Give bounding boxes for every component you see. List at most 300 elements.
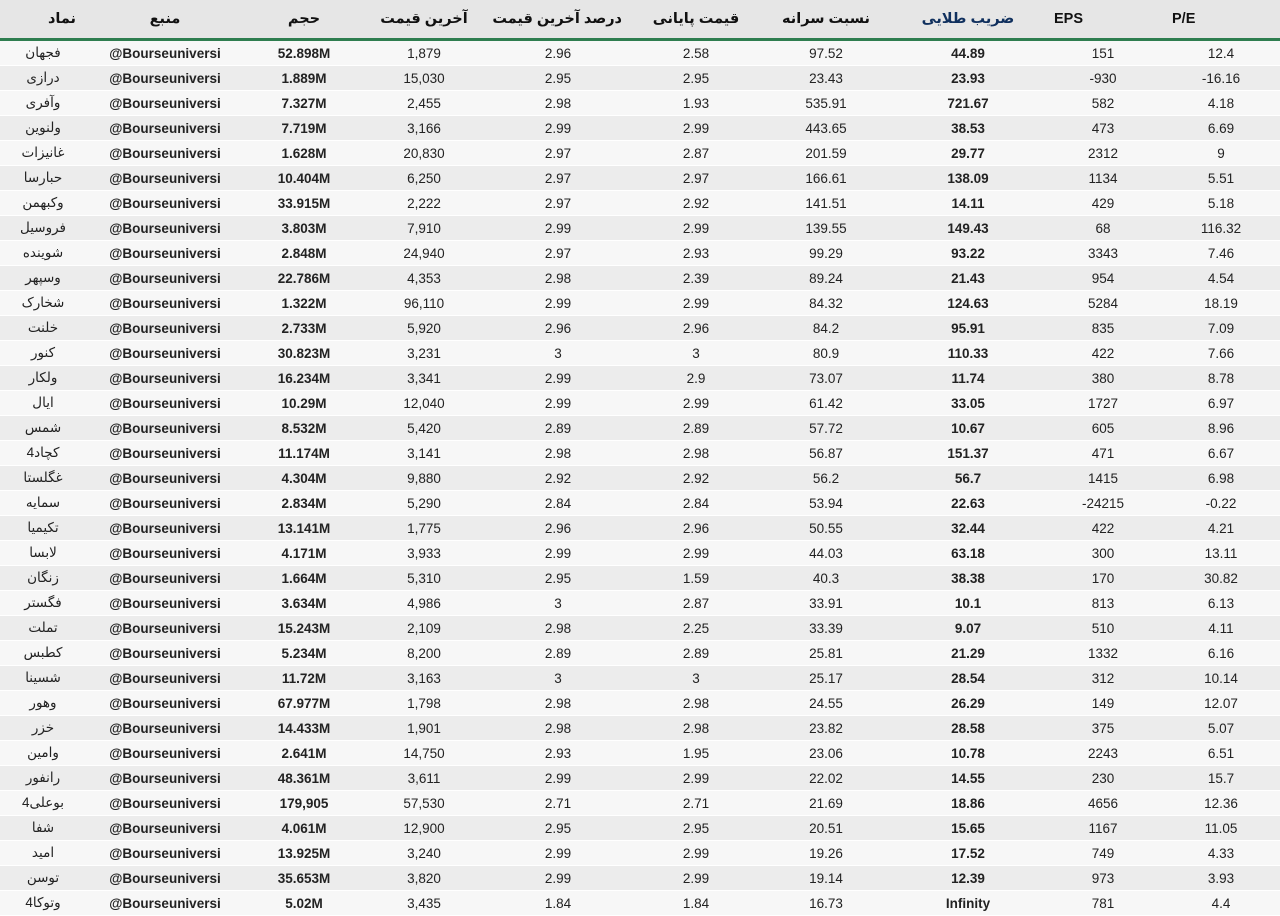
cell-eps: 300 bbox=[1044, 541, 1162, 566]
cell-close-price: 2.99 bbox=[632, 541, 760, 566]
cell-pe: 4.54 bbox=[1162, 266, 1280, 291]
cell-last-price-pct: 2.99 bbox=[484, 291, 632, 316]
cell-source[interactable]: @Bourseuniversi bbox=[86, 40, 244, 66]
cell-symbol: فروسیل bbox=[0, 216, 86, 241]
cell-eps: 781 bbox=[1044, 891, 1162, 916]
table-row[interactable] bbox=[0, 741, 1280, 766]
cell-volume: 4.171M bbox=[244, 541, 364, 566]
cell-volume: 2.641M bbox=[244, 741, 364, 766]
cell-close-price: 2.99 bbox=[632, 841, 760, 866]
cell-last-price-pct: 2.96 bbox=[484, 516, 632, 541]
cell-gold-ratio: 32.44 bbox=[892, 516, 1044, 541]
cell-last-price: 5,420 bbox=[364, 416, 484, 441]
cell-source[interactable]: @Bourseuniversi bbox=[86, 266, 244, 291]
cell-close-price: 2.98 bbox=[632, 441, 760, 466]
cell-volume: 52.898M bbox=[244, 40, 364, 66]
cell-per-capita: 33.91 bbox=[760, 591, 892, 616]
cell-last-price-pct: 2.97 bbox=[484, 166, 632, 191]
cell-last-price: 3,820 bbox=[364, 866, 484, 891]
cell-source[interactable]: @Bourseuniversi bbox=[86, 741, 244, 766]
cell-pe: 7.46 bbox=[1162, 241, 1280, 266]
cell-eps: 422 bbox=[1044, 516, 1162, 541]
cell-last-price: 6,250 bbox=[364, 166, 484, 191]
cell-gold-ratio: 26.29 bbox=[892, 691, 1044, 716]
cell-pe: 12.36 bbox=[1162, 791, 1280, 816]
cell-last-price-pct: 2.89 bbox=[484, 641, 632, 666]
cell-source[interactable]: @Bourseuniversi bbox=[86, 591, 244, 616]
cell-close-price: 2.39 bbox=[632, 266, 760, 291]
cell-last-price-pct: 2.98 bbox=[484, 716, 632, 741]
cell-close-price: 2.25 bbox=[632, 616, 760, 641]
cell-eps: 68 bbox=[1044, 216, 1162, 241]
cell-per-capita: 22.02 bbox=[760, 766, 892, 791]
cell-symbol: بوعلی4 bbox=[0, 791, 86, 816]
cell-eps: 3343 bbox=[1044, 241, 1162, 266]
cell-source[interactable]: @Bourseuniversi bbox=[86, 541, 244, 566]
cell-symbol: خلنت bbox=[0, 316, 86, 341]
table-row[interactable] bbox=[0, 116, 1280, 141]
cell-volume: 4.304M bbox=[244, 466, 364, 491]
cell-per-capita: 19.26 bbox=[760, 841, 892, 866]
cell-close-price: 2.9 bbox=[632, 366, 760, 391]
cell-volume: 67.977M bbox=[244, 691, 364, 716]
cell-symbol: توسن bbox=[0, 866, 86, 891]
cell-last-price-pct: 2.93 bbox=[484, 741, 632, 766]
table-row[interactable] bbox=[0, 591, 1280, 616]
cell-last-price-pct: 2.96 bbox=[484, 40, 632, 66]
cell-per-capita: 56.2 bbox=[760, 466, 892, 491]
cell-source[interactable]: @Bourseuniversi bbox=[86, 716, 244, 741]
table-row[interactable] bbox=[0, 166, 1280, 191]
table-row[interactable] bbox=[0, 491, 1280, 516]
cell-per-capita: 40.3 bbox=[760, 566, 892, 591]
table-row[interactable] bbox=[0, 716, 1280, 741]
cell-close-price: 2.87 bbox=[632, 141, 760, 166]
cell-last-price-pct: 2.97 bbox=[484, 141, 632, 166]
cell-source[interactable]: @Bourseuniversi bbox=[86, 891, 244, 916]
column-header-per-capita[interactable]: نسبت سرانه bbox=[760, 0, 892, 40]
cell-symbol: فگستر bbox=[0, 591, 86, 616]
cell-volume: 179,905 bbox=[244, 791, 364, 816]
column-header-source[interactable]: منبع bbox=[86, 0, 244, 40]
table-row[interactable] bbox=[0, 566, 1280, 591]
cell-gold-ratio: 93.22 bbox=[892, 241, 1044, 266]
cell-close-price: 2.87 bbox=[632, 591, 760, 616]
table-row[interactable] bbox=[0, 416, 1280, 441]
cell-symbol: وامین bbox=[0, 741, 86, 766]
column-header-close-price[interactable]: قیمت پایانی bbox=[632, 0, 760, 40]
cell-source[interactable]: @Bourseuniversi bbox=[86, 316, 244, 341]
cell-source[interactable]: @Bourseuniversi bbox=[86, 341, 244, 366]
cell-pe: 6.97 bbox=[1162, 391, 1280, 416]
cell-volume: 13.925M bbox=[244, 841, 364, 866]
table-row[interactable] bbox=[0, 91, 1280, 116]
table-row[interactable] bbox=[0, 66, 1280, 91]
cell-last-price-pct: 1.84 bbox=[484, 891, 632, 916]
cell-last-price-pct: 2.71 bbox=[484, 791, 632, 816]
cell-pe: 6.13 bbox=[1162, 591, 1280, 616]
cell-gold-ratio: 138.09 bbox=[892, 166, 1044, 191]
cell-symbol: وکبهمن bbox=[0, 191, 86, 216]
cell-close-price: 2.84 bbox=[632, 491, 760, 516]
cell-gold-ratio: 33.05 bbox=[892, 391, 1044, 416]
table-row[interactable] bbox=[0, 191, 1280, 216]
table-row[interactable] bbox=[0, 366, 1280, 391]
cell-eps: 1415 bbox=[1044, 466, 1162, 491]
cell-eps: 510 bbox=[1044, 616, 1162, 641]
cell-last-price-pct: 2.95 bbox=[484, 816, 632, 841]
cell-symbol: شسینا bbox=[0, 666, 86, 691]
table-row[interactable] bbox=[0, 841, 1280, 866]
cell-volume: 30.823M bbox=[244, 341, 364, 366]
cell-symbol: لابسا bbox=[0, 541, 86, 566]
cell-close-price: 2.71 bbox=[632, 791, 760, 816]
cell-pe: 6.67 bbox=[1162, 441, 1280, 466]
cell-gold-ratio: 12.39 bbox=[892, 866, 1044, 891]
cell-volume: 1.322M bbox=[244, 291, 364, 316]
cell-volume: 2.733M bbox=[244, 316, 364, 341]
cell-source[interactable]: @Bourseuniversi bbox=[86, 641, 244, 666]
cell-last-price: 8,200 bbox=[364, 641, 484, 666]
cell-gold-ratio: 38.38 bbox=[892, 566, 1044, 591]
cell-pe: 12.4 bbox=[1162, 40, 1280, 66]
cell-volume: 3.803M bbox=[244, 216, 364, 241]
cell-symbol: درازی bbox=[0, 66, 86, 91]
cell-last-price-pct: 3 bbox=[484, 591, 632, 616]
cell-volume: 1.628M bbox=[244, 141, 364, 166]
cell-source[interactable]: @Bourseuniversi bbox=[86, 866, 244, 891]
cell-pe: 11.05 bbox=[1162, 816, 1280, 841]
cell-pe: 4.4 bbox=[1162, 891, 1280, 916]
cell-symbol: وهور bbox=[0, 691, 86, 716]
cell-per-capita: 33.39 bbox=[760, 616, 892, 641]
cell-pe: 30.82 bbox=[1162, 566, 1280, 591]
cell-source[interactable]: @Bourseuniversi bbox=[86, 191, 244, 216]
cell-volume: 22.786M bbox=[244, 266, 364, 291]
cell-per-capita: 141.51 bbox=[760, 191, 892, 216]
cell-last-price-pct: 2.97 bbox=[484, 241, 632, 266]
table-row[interactable] bbox=[0, 316, 1280, 341]
cell-source[interactable]: @Bourseuniversi bbox=[86, 466, 244, 491]
cell-pe: 6.69 bbox=[1162, 116, 1280, 141]
cell-volume: 2.848M bbox=[244, 241, 364, 266]
cell-symbol: خزر bbox=[0, 716, 86, 741]
cell-volume: 5.234M bbox=[244, 641, 364, 666]
cell-last-price-pct: 2.99 bbox=[484, 841, 632, 866]
cell-pe: 12.07 bbox=[1162, 691, 1280, 716]
cell-last-price: 2,109 bbox=[364, 616, 484, 641]
cell-source[interactable]: @Bourseuniversi bbox=[86, 141, 244, 166]
cell-last-price-pct: 2.99 bbox=[484, 766, 632, 791]
cell-per-capita: 99.29 bbox=[760, 241, 892, 266]
cell-source[interactable]: @Bourseuniversi bbox=[86, 666, 244, 691]
cell-close-price: 3 bbox=[632, 666, 760, 691]
cell-pe: 5.18 bbox=[1162, 191, 1280, 216]
cell-gold-ratio: 110.33 bbox=[892, 341, 1044, 366]
cell-last-price-pct: 2.99 bbox=[484, 541, 632, 566]
cell-last-price: 3,611 bbox=[364, 766, 484, 791]
cell-eps: 429 bbox=[1044, 191, 1162, 216]
cell-last-price: 4,986 bbox=[364, 591, 484, 616]
cell-source[interactable]: @Bourseuniversi bbox=[86, 166, 244, 191]
table-row[interactable] bbox=[0, 266, 1280, 291]
cell-per-capita: 97.52 bbox=[760, 40, 892, 66]
cell-per-capita: 23.82 bbox=[760, 716, 892, 741]
cell-gold-ratio: 10.78 bbox=[892, 741, 1044, 766]
cell-last-price: 12,040 bbox=[364, 391, 484, 416]
table-row[interactable] bbox=[0, 641, 1280, 666]
cell-close-price: 2.89 bbox=[632, 416, 760, 441]
cell-last-price: 24,940 bbox=[364, 241, 484, 266]
cell-gold-ratio: 23.93 bbox=[892, 66, 1044, 91]
cell-pe: 4.18 bbox=[1162, 91, 1280, 116]
cell-symbol: امید bbox=[0, 841, 86, 866]
cell-symbol: کطبس bbox=[0, 641, 86, 666]
cell-source[interactable]: @Bourseuniversi bbox=[86, 841, 244, 866]
cell-source[interactable]: @Bourseuniversi bbox=[86, 391, 244, 416]
cell-pe: 6.16 bbox=[1162, 641, 1280, 666]
cell-close-price: 2.92 bbox=[632, 466, 760, 491]
cell-eps: 149 bbox=[1044, 691, 1162, 716]
cell-symbol: شفا bbox=[0, 816, 86, 841]
cell-per-capita: 201.59 bbox=[760, 141, 892, 166]
cell-source[interactable]: @Bourseuniversi bbox=[86, 216, 244, 241]
table-row[interactable] bbox=[0, 341, 1280, 366]
table-row[interactable] bbox=[0, 791, 1280, 816]
table-row[interactable] bbox=[0, 391, 1280, 416]
cell-gold-ratio: 10.67 bbox=[892, 416, 1044, 441]
cell-volume: 7.327M bbox=[244, 91, 364, 116]
cell-per-capita: 44.03 bbox=[760, 541, 892, 566]
cell-eps: 4656 bbox=[1044, 791, 1162, 816]
cell-last-price: 3,166 bbox=[364, 116, 484, 141]
cell-close-price: 2.99 bbox=[632, 866, 760, 891]
table-row[interactable] bbox=[0, 816, 1280, 841]
cell-source[interactable]: @Bourseuniversi bbox=[86, 616, 244, 641]
cell-pe: 8.78 bbox=[1162, 366, 1280, 391]
cell-per-capita: 21.69 bbox=[760, 791, 892, 816]
column-header-eps[interactable]: EPS bbox=[1044, 0, 1162, 40]
cell-per-capita: 16.73 bbox=[760, 891, 892, 916]
cell-pe: 10.14 bbox=[1162, 666, 1280, 691]
cell-last-price-pct: 2.95 bbox=[484, 566, 632, 591]
cell-last-price-pct: 2.98 bbox=[484, 266, 632, 291]
cell-last-price-pct: 2.99 bbox=[484, 391, 632, 416]
cell-last-price-pct: 2.98 bbox=[484, 91, 632, 116]
cell-source[interactable]: @Bourseuniversi bbox=[86, 91, 244, 116]
cell-last-price: 9,880 bbox=[364, 466, 484, 491]
cell-last-price: 14,750 bbox=[364, 741, 484, 766]
cell-source[interactable]: @Bourseuniversi bbox=[86, 516, 244, 541]
cell-per-capita: 84.2 bbox=[760, 316, 892, 341]
cell-last-price-pct: 2.99 bbox=[484, 366, 632, 391]
cell-eps: 835 bbox=[1044, 316, 1162, 341]
cell-per-capita: 20.51 bbox=[760, 816, 892, 841]
cell-gold-ratio: 15.65 bbox=[892, 816, 1044, 841]
cell-volume: 10.29M bbox=[244, 391, 364, 416]
cell-gold-ratio: 10.1 bbox=[892, 591, 1044, 616]
cell-gold-ratio: 9.07 bbox=[892, 616, 1044, 641]
cell-close-price: 2.93 bbox=[632, 241, 760, 266]
cell-close-price: 2.97 bbox=[632, 166, 760, 191]
cell-volume: 14.433M bbox=[244, 716, 364, 741]
cell-per-capita: 23.06 bbox=[760, 741, 892, 766]
cell-gold-ratio: 28.54 bbox=[892, 666, 1044, 691]
table-row[interactable] bbox=[0, 141, 1280, 166]
cell-source[interactable]: @Bourseuniversi bbox=[86, 241, 244, 266]
cell-close-price: 2.99 bbox=[632, 766, 760, 791]
cell-per-capita: 53.94 bbox=[760, 491, 892, 516]
cell-volume: 4.061M bbox=[244, 816, 364, 841]
cell-source[interactable]: @Bourseuniversi bbox=[86, 441, 244, 466]
cell-volume: 7.719M bbox=[244, 116, 364, 141]
cell-gold-ratio: 14.11 bbox=[892, 191, 1044, 216]
cell-volume: 10.404M bbox=[244, 166, 364, 191]
cell-last-price: 3,435 bbox=[364, 891, 484, 916]
cell-volume: 8.532M bbox=[244, 416, 364, 441]
cell-pe: -0.22 bbox=[1162, 491, 1280, 516]
cell-symbol: وتوکا4 bbox=[0, 891, 86, 916]
cell-per-capita: 23.43 bbox=[760, 66, 892, 91]
cell-eps: 5284 bbox=[1044, 291, 1162, 316]
cell-gold-ratio: 95.91 bbox=[892, 316, 1044, 341]
cell-gold-ratio: 124.63 bbox=[892, 291, 1044, 316]
cell-eps: 151 bbox=[1044, 40, 1162, 66]
table-row[interactable] bbox=[0, 691, 1280, 716]
cell-pe: 6.98 bbox=[1162, 466, 1280, 491]
cell-pe: 18.19 bbox=[1162, 291, 1280, 316]
cell-source[interactable]: @Bourseuniversi bbox=[86, 566, 244, 591]
cell-symbol: زنگان bbox=[0, 566, 86, 591]
cell-per-capita: 139.55 bbox=[760, 216, 892, 241]
cell-last-price-pct: 2.98 bbox=[484, 691, 632, 716]
table-row[interactable] bbox=[0, 666, 1280, 691]
cell-per-capita: 56.87 bbox=[760, 441, 892, 466]
cell-eps: 471 bbox=[1044, 441, 1162, 466]
table-row[interactable] bbox=[0, 891, 1280, 916]
column-header-gold-ratio[interactable]: ضریب طلایی bbox=[892, 0, 1044, 40]
table-row[interactable] bbox=[0, 441, 1280, 466]
cell-eps: 380 bbox=[1044, 366, 1162, 391]
cell-source[interactable]: @Bourseuniversi bbox=[86, 66, 244, 91]
cell-last-price-pct: 2.95 bbox=[484, 66, 632, 91]
cell-source[interactable]: @Bourseuniversi bbox=[86, 416, 244, 441]
cell-source[interactable]: @Bourseuniversi bbox=[86, 816, 244, 841]
cell-last-price: 5,290 bbox=[364, 491, 484, 516]
column-header-last-price-pct[interactable]: درصد آخرین قیمت bbox=[484, 0, 632, 40]
cell-per-capita: 166.61 bbox=[760, 166, 892, 191]
cell-volume: 11.72M bbox=[244, 666, 364, 691]
cell-close-price: 1.93 bbox=[632, 91, 760, 116]
cell-last-price-pct: 2.96 bbox=[484, 316, 632, 341]
column-header-volume[interactable]: حجم bbox=[244, 0, 364, 40]
cell-eps: 582 bbox=[1044, 91, 1162, 116]
cell-eps: 473 bbox=[1044, 116, 1162, 141]
cell-last-price-pct: 2.97 bbox=[484, 191, 632, 216]
cell-volume: 13.141M bbox=[244, 516, 364, 541]
table-row[interactable] bbox=[0, 866, 1280, 891]
cell-close-price: 2.89 bbox=[632, 641, 760, 666]
cell-last-price-pct: 2.99 bbox=[484, 116, 632, 141]
cell-close-price: 2.95 bbox=[632, 66, 760, 91]
column-header-pe[interactable]: P/E bbox=[1162, 0, 1280, 40]
cell-per-capita: 50.55 bbox=[760, 516, 892, 541]
table-row[interactable] bbox=[0, 766, 1280, 791]
cell-gold-ratio: 29.77 bbox=[892, 141, 1044, 166]
header-row bbox=[0, 0, 1280, 40]
cell-last-price: 96,110 bbox=[364, 291, 484, 316]
cell-symbol: سمایه bbox=[0, 491, 86, 516]
table-row[interactable] bbox=[0, 516, 1280, 541]
cell-symbol: وسپهر bbox=[0, 266, 86, 291]
cell-eps: -24215 bbox=[1044, 491, 1162, 516]
cell-source[interactable]: @Bourseuniversi bbox=[86, 116, 244, 141]
table-row[interactable] bbox=[0, 241, 1280, 266]
cell-eps: 973 bbox=[1044, 866, 1162, 891]
table-row[interactable] bbox=[0, 291, 1280, 316]
cell-gold-ratio: 22.63 bbox=[892, 491, 1044, 516]
cell-gold-ratio: 44.89 bbox=[892, 40, 1044, 66]
cell-close-price: 2.98 bbox=[632, 691, 760, 716]
cell-volume: 5.02M bbox=[244, 891, 364, 916]
cell-source[interactable]: @Bourseuniversi bbox=[86, 766, 244, 791]
cell-source[interactable]: @Bourseuniversi bbox=[86, 366, 244, 391]
cell-per-capita: 80.9 bbox=[760, 341, 892, 366]
cell-symbol: غانیزات bbox=[0, 141, 86, 166]
cell-last-price-pct: 3 bbox=[484, 341, 632, 366]
cell-last-price-pct: 3 bbox=[484, 666, 632, 691]
cell-pe: 13.11 bbox=[1162, 541, 1280, 566]
cell-volume: 35.653M bbox=[244, 866, 364, 891]
cell-symbol: غگلستا bbox=[0, 466, 86, 491]
cell-gold-ratio: 63.18 bbox=[892, 541, 1044, 566]
cell-eps: 2243 bbox=[1044, 741, 1162, 766]
cell-eps: -930 bbox=[1044, 66, 1162, 91]
cell-eps: 1727 bbox=[1044, 391, 1162, 416]
cell-symbol: شمس bbox=[0, 416, 86, 441]
cell-close-price: 2.99 bbox=[632, 216, 760, 241]
column-header-symbol[interactable]: نماد bbox=[0, 0, 86, 40]
cell-source[interactable]: @Bourseuniversi bbox=[86, 491, 244, 516]
cell-gold-ratio: 721.67 bbox=[892, 91, 1044, 116]
cell-last-price: 15,030 bbox=[364, 66, 484, 91]
cell-gold-ratio: 38.53 bbox=[892, 116, 1044, 141]
column-header-last-price[interactable]: آخرین قیمت bbox=[364, 0, 484, 40]
cell-eps: 1332 bbox=[1044, 641, 1162, 666]
cell-symbol: شوینده bbox=[0, 241, 86, 266]
cell-last-price: 1,775 bbox=[364, 516, 484, 541]
cell-last-price-pct: 2.84 bbox=[484, 491, 632, 516]
cell-symbol: ولکار bbox=[0, 366, 86, 391]
cell-source[interactable]: @Bourseuniversi bbox=[86, 691, 244, 716]
table-row[interactable] bbox=[0, 216, 1280, 241]
cell-source[interactable]: @Bourseuniversi bbox=[86, 291, 244, 316]
table-row[interactable] bbox=[0, 40, 1280, 66]
cell-eps: 170 bbox=[1044, 566, 1162, 591]
table-row[interactable] bbox=[0, 466, 1280, 491]
cell-per-capita: 25.81 bbox=[760, 641, 892, 666]
cell-last-price: 2,455 bbox=[364, 91, 484, 116]
cell-source[interactable]: @Bourseuniversi bbox=[86, 791, 244, 816]
cell-pe: 4.33 bbox=[1162, 841, 1280, 866]
table-row[interactable] bbox=[0, 541, 1280, 566]
cell-last-price: 12,900 bbox=[364, 816, 484, 841]
cell-symbol: کچاد4 bbox=[0, 441, 86, 466]
table-row[interactable] bbox=[0, 616, 1280, 641]
cell-eps: 422 bbox=[1044, 341, 1162, 366]
cell-symbol: تکیمیا bbox=[0, 516, 86, 541]
cell-last-price: 3,933 bbox=[364, 541, 484, 566]
